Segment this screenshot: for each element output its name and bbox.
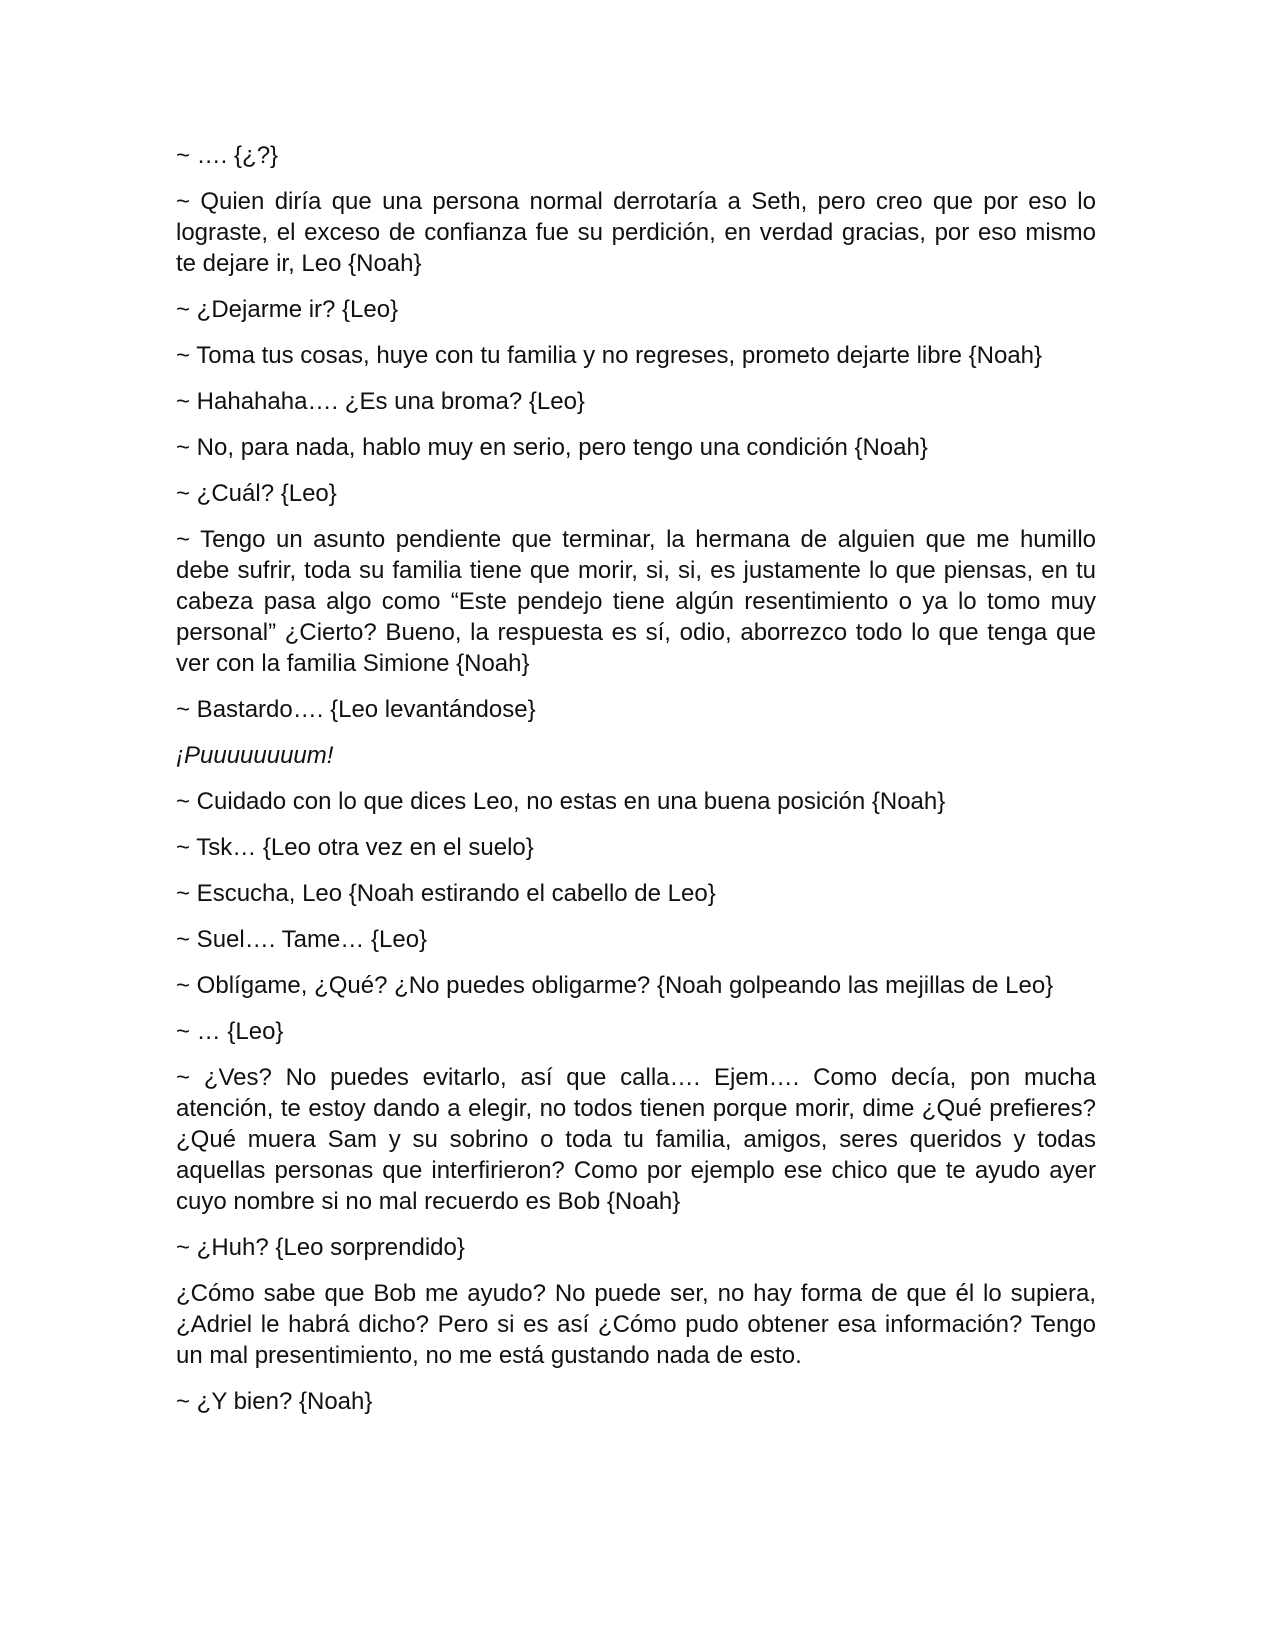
document-body <box>176 140 1096 1432</box>
dialogue-line: ~ ¿Cuál? {Leo} <box>176 480 337 507</box>
dialogue-line: ~ ¿Ves? No puedes evitarlo, así que calla…. Ejem…. Como decía, pon mucha atención, te estoy dando a elegir, no todos tienen porque morir, dime ¿Qué prefieres? ¿Qué muera Sam y su sobrino o toda tu familia, amigos, seres queridos y todas aquellas personas que interfirieron? Como por ejemplo ese chico que te ayudo ayer cuyo nombre si no mal recuerdo es Bob {Noah} <box>176 1064 1096 1215</box>
dialogue-line: ~ Hahahaha…. ¿Es una broma? {Leo} <box>176 388 585 415</box>
dialogue-line: ~ Suel…. Tame… {Leo} <box>176 926 428 953</box>
dialogue-line: ~ Bastardo…. {Leo levantándose} <box>176 696 536 723</box>
dialogue-line: ~ Tengo un asunto pendiente que terminar, la hermana de alguien que me humillo debe sufrir, toda su familia tiene que morir, si, si, es justamente lo que piensas, en tu cabeza pasa algo como “Este pendejo tiene algún resentimiento o ya lo tomo muy personal” ¿Cierto? Bueno, la respuesta es sí, odio, aborrezco todo lo que tenga que ver con la familia Simione {Noah} <box>176 526 1096 677</box>
dialogue-line: ~ No, para nada, hablo muy en serio, pero tengo una condición {Noah} <box>176 434 928 461</box>
dialogue-line: ~ Tsk… {Leo otra vez en el suelo} <box>176 834 534 861</box>
dialogue-line: ~ … {Leo} <box>176 1018 284 1045</box>
dialogue-line: ~ ¿Y bien? {Noah} <box>176 1388 373 1415</box>
dialogue-line: ~ Escucha, Leo {Noah estirando el cabello de Leo} <box>176 880 716 907</box>
dialogue-line: ~ Cuidado con lo que dices Leo, no estas en una buena posición {Noah} <box>176 788 946 815</box>
dialogue-line: ~ ¿Huh? {Leo sorprendido} <box>176 1234 465 1261</box>
dialogue-line: ~ ¿Dejarme ir? {Leo} <box>176 296 399 323</box>
dialogue-line: ~ Toma tus cosas, huye con tu familia y no regreses, prometo dejarte libre {Noah} <box>176 342 1043 369</box>
dialogue-line: ~ Quien diría que una persona normal derrotaría a Seth, pero creo que por eso lo lograste, el exceso de confianza fue su perdición, en verdad gracias, por eso mismo te dejare ir, Leo {Noah} <box>176 188 1096 277</box>
sound-effect: ¡Puuuuuuuum! <box>176 742 334 769</box>
dialogue-line: ~ Oblígame, ¿Qué? ¿No puedes obligarme? {Noah golpeando las mejillas de Leo} <box>176 972 1054 999</box>
narration-paragraph: ¿Cómo sabe que Bob me ayudo? No puede ser, no hay forma de que él lo supiera, ¿Adriel le habrá dicho? Pero si es así ¿Cómo pudo obtener esa información? Tengo un mal presentimiento, no me está gustando nada de esto. <box>176 1280 1096 1369</box>
dialogue-line: ~ …. {¿?} <box>176 142 279 169</box>
